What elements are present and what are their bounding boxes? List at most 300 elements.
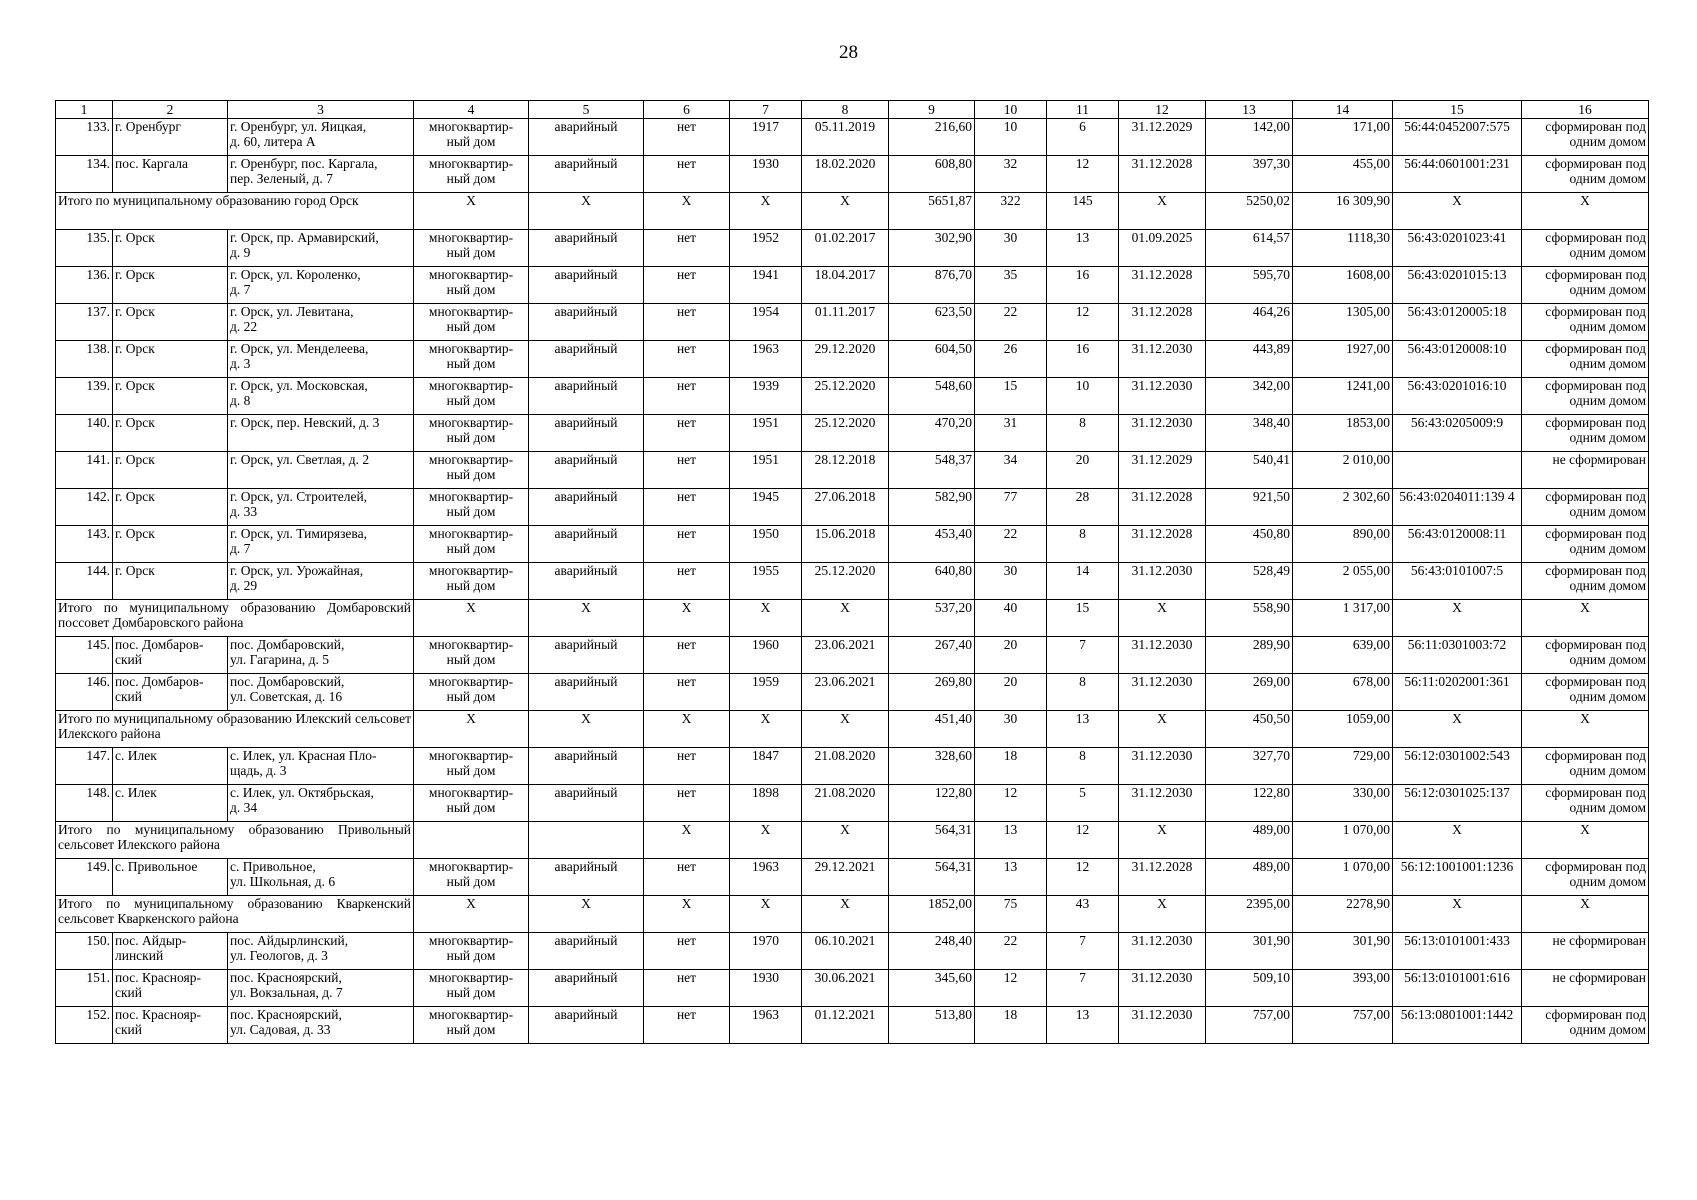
area-13-cell: 348,40	[1206, 415, 1293, 452]
cell-line: одним домом	[1569, 393, 1646, 408]
cell-line: одним домом	[1569, 541, 1646, 556]
area-13-cell: 327,70	[1206, 748, 1293, 785]
building-type-cell	[414, 637, 529, 674]
area-cell: 564,31	[889, 859, 975, 896]
row-number: 137.	[56, 304, 113, 341]
year-cell: 1954	[730, 304, 802, 341]
cell-line: сформирован под	[1545, 341, 1646, 356]
total-deadline: X	[1119, 600, 1206, 637]
cell-line: многоквартир-	[428, 748, 514, 763]
area-14-cell: 1608,00	[1293, 267, 1393, 304]
cell-line: сформирован под	[1545, 674, 1646, 689]
table-row	[56, 230, 1649, 267]
total-label: Итого по муниципальному образованию Кваркенский сельсовет Кваркенского района	[56, 896, 414, 933]
cell-line: ный дом	[446, 1022, 496, 1037]
address-cell	[228, 452, 414, 489]
total-area: 451,40	[889, 711, 975, 748]
cell-line: сформирован под	[1545, 230, 1646, 245]
total-premises: 15	[1047, 600, 1119, 637]
settlement-cell	[113, 378, 228, 415]
area-cell: 328,60	[889, 748, 975, 785]
recognition-date-cell: 01.11.2017	[802, 304, 889, 341]
area-14-cell: 890,00	[1293, 526, 1393, 563]
cell-line: с. Илек	[115, 748, 157, 763]
deadline-cell: 31.12.2028	[1119, 489, 1206, 526]
cell-line: многоквартир-	[428, 637, 514, 652]
cell-line: г. Орск, ул. Светлая, д. 2	[230, 452, 370, 467]
total-residents: 75	[975, 896, 1047, 933]
residents-cell: 32	[975, 156, 1047, 193]
total-label: Итого по муниципальному образованию город Орск	[56, 193, 414, 230]
cell-line: г. Орск, ул. Короленко,	[230, 267, 361, 282]
land-status-cell	[1522, 230, 1649, 267]
area-13-cell: 757,00	[1206, 1007, 1293, 1044]
flag-cell: нет	[644, 415, 730, 452]
cell-line: г. Орск	[115, 304, 155, 319]
cell-line: ул. Садовая, д. 33	[230, 1022, 331, 1037]
cell-line: пос. Домбаров-	[115, 637, 204, 652]
total-cell-c6: X	[644, 600, 730, 637]
area-14-cell: 455,00	[1293, 156, 1393, 193]
status-cell: аварийный	[529, 748, 644, 785]
cell-line: щадь, д. 3	[230, 763, 287, 778]
status-cell: аварийный	[529, 674, 644, 711]
cadastral-number-cell: 56:13:0101001:433	[1393, 933, 1522, 970]
column-number-2: 2	[113, 101, 228, 119]
total-premises: 13	[1047, 711, 1119, 748]
cadastral-number-cell: 56:43:0205009:9	[1393, 415, 1522, 452]
address-cell	[228, 230, 414, 267]
deadline-cell: 31.12.2028	[1119, 156, 1206, 193]
row-number: 140.	[56, 415, 113, 452]
settlement-cell	[113, 230, 228, 267]
cell-line: пос. Домбаров-	[115, 674, 204, 689]
total-land-status: X	[1522, 600, 1649, 637]
column-number-1: 1	[56, 101, 113, 119]
column-number-6: 6	[644, 101, 730, 119]
area-cell: 623,50	[889, 304, 975, 341]
cadastral-number-cell: 56:43:0204011:139 4	[1393, 489, 1522, 526]
premises-cell: 20	[1047, 452, 1119, 489]
cadastral-number-cell: 56:12:0301025:137	[1393, 785, 1522, 822]
cell-line: ный дом	[446, 356, 496, 371]
total-cell-c7: X	[730, 711, 802, 748]
total-row	[56, 711, 1649, 748]
table-row	[56, 267, 1649, 304]
area-14-cell: 1118,30	[1293, 230, 1393, 267]
row-number: 149.	[56, 859, 113, 896]
status-cell: аварийный	[529, 230, 644, 267]
land-status-cell	[1522, 674, 1649, 711]
row-number: 152.	[56, 1007, 113, 1044]
cell-line: одним домом	[1569, 1022, 1646, 1037]
total-cell-c6: X	[644, 896, 730, 933]
total-premises: 12	[1047, 822, 1119, 859]
total-area-14: 1 070,00	[1293, 822, 1393, 859]
year-cell: 1955	[730, 563, 802, 600]
deadline-cell: 31.12.2030	[1119, 933, 1206, 970]
land-status-cell	[1522, 859, 1649, 896]
total-cell-c7: X	[730, 600, 802, 637]
status-cell: аварийный	[529, 637, 644, 674]
flag-cell: нет	[644, 119, 730, 156]
cell-line: многоквартир-	[428, 526, 514, 541]
cadastral-number-cell: 56:11:0202001:361	[1393, 674, 1522, 711]
table-row	[56, 526, 1649, 563]
cell-line: ул. Вокзальная, д. 7	[230, 985, 343, 1000]
cell-line: одним домом	[1569, 245, 1646, 260]
row-number: 134.	[56, 156, 113, 193]
total-area-14: 1 317,00	[1293, 600, 1393, 637]
area-cell: 122,80	[889, 785, 975, 822]
building-type-cell	[414, 674, 529, 711]
cell-line: пос. Домбаровский,	[230, 674, 345, 689]
cadastral-number-cell: 56:13:0101001:616	[1393, 970, 1522, 1007]
premises-cell: 10	[1047, 378, 1119, 415]
building-type-cell	[414, 970, 529, 1007]
row-number: 146.	[56, 674, 113, 711]
area-13-cell: 122,80	[1206, 785, 1293, 822]
residents-cell: 30	[975, 230, 1047, 267]
cell-line: ный дом	[446, 134, 496, 149]
area-14-cell: 2 055,00	[1293, 563, 1393, 600]
area-13-cell: 509,10	[1206, 970, 1293, 1007]
premises-cell: 12	[1047, 156, 1119, 193]
total-cadastral: X	[1393, 193, 1522, 230]
building-type-cell	[414, 119, 529, 156]
recognition-date-cell: 06.10.2021	[802, 933, 889, 970]
cell-line: ул. Школьная, д. 6	[230, 874, 336, 889]
recognition-date-cell: 23.06.2021	[802, 637, 889, 674]
cell-line: ный дом	[446, 467, 496, 482]
area-cell: 345,60	[889, 970, 975, 1007]
row-number: 142.	[56, 489, 113, 526]
column-number-5: 5	[529, 101, 644, 119]
total-cell-c7: X	[730, 896, 802, 933]
total-deadline: X	[1119, 193, 1206, 230]
deadline-cell: 31.12.2028	[1119, 859, 1206, 896]
flag-cell: нет	[644, 452, 730, 489]
cell-line: г. Орск, ул. Урожайная,	[230, 563, 364, 578]
address-cell	[228, 489, 414, 526]
cadastral-number-cell: 56:11:0301003:72	[1393, 637, 1522, 674]
area-13-cell: 528,49	[1206, 563, 1293, 600]
total-area-14: 1059,00	[1293, 711, 1393, 748]
cell-line: пос. Краснояр-	[115, 1007, 201, 1022]
total-cadastral: X	[1393, 822, 1522, 859]
area-14-cell: 1 070,00	[1293, 859, 1393, 896]
land-status-cell	[1522, 785, 1649, 822]
status-cell: аварийный	[529, 378, 644, 415]
cadastral-number-cell: 56:43:0201023:41	[1393, 230, 1522, 267]
cell-line: ский	[115, 1022, 142, 1037]
settlement-cell	[113, 748, 228, 785]
recognition-date-cell: 05.11.2019	[802, 119, 889, 156]
deadline-cell: 31.12.2029	[1119, 452, 1206, 489]
flag-cell: нет	[644, 304, 730, 341]
area-13-cell: 142,00	[1206, 119, 1293, 156]
area-cell: 470,20	[889, 415, 975, 452]
cell-line: д. 34	[230, 800, 258, 815]
residents-cell: 22	[975, 526, 1047, 563]
flag-cell: нет	[644, 563, 730, 600]
status-cell: аварийный	[529, 1007, 644, 1044]
cell-line: д. 3	[230, 356, 251, 371]
deadline-cell: 31.12.2030	[1119, 970, 1206, 1007]
column-number-9: 9	[889, 101, 975, 119]
settlement-cell	[113, 563, 228, 600]
total-cell-c6: X	[644, 193, 730, 230]
table-body	[56, 101, 1649, 1044]
deadline-cell: 01.09.2025	[1119, 230, 1206, 267]
area-14-cell: 1927,00	[1293, 341, 1393, 378]
residents-cell: 77	[975, 489, 1047, 526]
cell-line: г. Орск, ул. Левитана,	[230, 304, 354, 319]
land-status-cell	[1522, 489, 1649, 526]
column-number-16: 16	[1522, 101, 1649, 119]
land-status-cell	[1522, 637, 1649, 674]
address-cell	[228, 970, 414, 1007]
area-13-cell: 269,00	[1206, 674, 1293, 711]
area-cell: 267,40	[889, 637, 975, 674]
table-row	[56, 859, 1649, 896]
total-area: 564,31	[889, 822, 975, 859]
residents-cell: 15	[975, 378, 1047, 415]
table-row	[56, 674, 1649, 711]
table-row	[56, 748, 1649, 785]
cell-line: с. Илек, ул. Красная Пло-	[230, 748, 377, 763]
recognition-date-cell: 18.04.2017	[802, 267, 889, 304]
row-number: 143.	[56, 526, 113, 563]
building-type-cell	[414, 785, 529, 822]
area-cell: 269,80	[889, 674, 975, 711]
cadastral-number-cell	[1393, 452, 1522, 489]
recognition-date-cell: 01.12.2021	[802, 1007, 889, 1044]
deadline-cell: 31.12.2030	[1119, 748, 1206, 785]
area-14-cell: 729,00	[1293, 748, 1393, 785]
residents-cell: 34	[975, 452, 1047, 489]
deadline-cell: 31.12.2028	[1119, 304, 1206, 341]
year-cell: 1963	[730, 341, 802, 378]
cell-line: одним домом	[1569, 652, 1646, 667]
cell-line: пос. Красноярский,	[230, 1007, 342, 1022]
year-cell: 1970	[730, 933, 802, 970]
cell-line: сформирован под	[1545, 489, 1646, 504]
cell-line: многоквартир-	[428, 378, 514, 393]
total-row	[56, 896, 1649, 933]
residents-cell: 12	[975, 970, 1047, 1007]
cell-line: пер. Зеленый, д. 7	[230, 171, 333, 186]
column-number-15: 15	[1393, 101, 1522, 119]
cell-line: сформирован под	[1545, 415, 1646, 430]
deadline-cell: 31.12.2030	[1119, 378, 1206, 415]
land-status-cell	[1522, 304, 1649, 341]
cell-line: г. Орск	[115, 378, 155, 393]
cell-line: не сформирован	[1552, 970, 1646, 985]
cell-line: ный дом	[446, 874, 496, 889]
residents-cell: 13	[975, 859, 1047, 896]
premises-cell: 12	[1047, 304, 1119, 341]
cell-line: г. Орск, ул. Московская,	[230, 378, 368, 393]
land-status-cell	[1522, 563, 1649, 600]
cell-line: д. 29	[230, 578, 258, 593]
total-cell-c5: X	[529, 193, 644, 230]
building-type-cell	[414, 1007, 529, 1044]
building-type-cell	[414, 489, 529, 526]
deadline-cell: 31.12.2030	[1119, 674, 1206, 711]
cell-line: ул. Гагарина, д. 5	[230, 652, 329, 667]
status-cell: аварийный	[529, 785, 644, 822]
recognition-date-cell: 28.12.2018	[802, 452, 889, 489]
address-cell	[228, 674, 414, 711]
deadline-cell: 31.12.2028	[1119, 267, 1206, 304]
area-14-cell: 2 010,00	[1293, 452, 1393, 489]
flag-cell: нет	[644, 785, 730, 822]
area-cell: 548,37	[889, 452, 975, 489]
building-type-cell	[414, 452, 529, 489]
cadastral-number-cell: 56:43:0201015:13	[1393, 267, 1522, 304]
total-cadastral: X	[1393, 600, 1522, 637]
cell-line: г. Орск, пр. Армавирский,	[230, 230, 379, 245]
total-area-14: 2278,90	[1293, 896, 1393, 933]
cell-line: сформирован под	[1545, 267, 1646, 282]
column-number-12: 12	[1119, 101, 1206, 119]
address-cell	[228, 933, 414, 970]
total-cell-c4: X	[414, 896, 529, 933]
address-cell	[228, 785, 414, 822]
table-row	[56, 378, 1649, 415]
year-cell: 1930	[730, 156, 802, 193]
settlement-cell	[113, 119, 228, 156]
cell-line: ный дом	[446, 800, 496, 815]
recognition-date-cell: 29.12.2021	[802, 859, 889, 896]
cadastral-number-cell: 56:12:0301002:543	[1393, 748, 1522, 785]
housing-table	[55, 100, 1649, 1044]
column-number-13: 13	[1206, 101, 1293, 119]
area-cell: 302,90	[889, 230, 975, 267]
area-13-cell: 342,00	[1206, 378, 1293, 415]
area-13-cell: 450,80	[1206, 526, 1293, 563]
settlement-cell	[113, 637, 228, 674]
residents-cell: 31	[975, 415, 1047, 452]
cell-line: многоквартир-	[428, 970, 514, 985]
total-cell-c5	[529, 822, 644, 859]
residents-cell: 20	[975, 674, 1047, 711]
residents-cell: 26	[975, 341, 1047, 378]
row-number: 141.	[56, 452, 113, 489]
residents-cell: 10	[975, 119, 1047, 156]
cell-line: не сформирован	[1552, 452, 1646, 467]
cell-line: с. Привольное,	[230, 859, 316, 874]
total-label: Итого по муниципальному образованию Привольный сельсовет Илекского района	[56, 822, 414, 859]
cell-line: одним домом	[1569, 430, 1646, 445]
building-type-cell	[414, 267, 529, 304]
table-row	[56, 1007, 1649, 1044]
residents-cell: 20	[975, 637, 1047, 674]
land-status-cell	[1522, 526, 1649, 563]
residents-cell: 35	[975, 267, 1047, 304]
table-row	[56, 341, 1649, 378]
cell-line: одним домом	[1569, 282, 1646, 297]
total-residents: 30	[975, 711, 1047, 748]
cell-line: с. Привольное	[115, 859, 198, 874]
cell-line: ный дом	[446, 430, 496, 445]
cell-line: многоквартир-	[428, 230, 514, 245]
table-row	[56, 563, 1649, 600]
total-row	[56, 193, 1649, 230]
total-deadline: X	[1119, 711, 1206, 748]
table-row	[56, 933, 1649, 970]
cell-line: многоквартир-	[428, 452, 514, 467]
building-type-cell	[414, 378, 529, 415]
flag-cell: нет	[644, 674, 730, 711]
cell-line: многоквартир-	[428, 415, 514, 430]
recognition-date-cell: 25.12.2020	[802, 378, 889, 415]
address-cell	[228, 526, 414, 563]
cell-line: многоквартир-	[428, 785, 514, 800]
cell-line: пос. Краснояр-	[115, 970, 201, 985]
page-number: 28	[839, 42, 858, 63]
total-cadastral: X	[1393, 896, 1522, 933]
premises-cell: 13	[1047, 230, 1119, 267]
cell-line: г. Орск, пер. Невский, д. 3	[230, 415, 380, 430]
deadline-cell: 31.12.2030	[1119, 563, 1206, 600]
row-number: 139.	[56, 378, 113, 415]
status-cell: аварийный	[529, 563, 644, 600]
cell-line: д. 22	[230, 319, 258, 334]
status-cell: аварийный	[529, 933, 644, 970]
recognition-date-cell: 01.02.2017	[802, 230, 889, 267]
cell-line: сформирован под	[1545, 637, 1646, 652]
cell-line: многоквартир-	[428, 119, 514, 134]
settlement-cell	[113, 304, 228, 341]
total-cell-c4: X	[414, 600, 529, 637]
total-land-status: X	[1522, 822, 1649, 859]
flag-cell: нет	[644, 637, 730, 674]
recognition-date-cell: 15.06.2018	[802, 526, 889, 563]
cell-line: д. 60, литера А	[230, 134, 316, 149]
cell-line: г. Оренбург, пос. Каргала,	[230, 156, 378, 171]
cell-line: ный дом	[446, 948, 496, 963]
cell-line: с. Илек, ул. Октябрьская,	[230, 785, 374, 800]
status-cell: аварийный	[529, 970, 644, 1007]
address-cell	[228, 415, 414, 452]
address-cell	[228, 748, 414, 785]
table-row	[56, 637, 1649, 674]
cell-line: одним домом	[1569, 800, 1646, 815]
area-14-cell: 1853,00	[1293, 415, 1393, 452]
settlement-cell	[113, 267, 228, 304]
column-number-10: 10	[975, 101, 1047, 119]
recognition-date-cell: 18.02.2020	[802, 156, 889, 193]
status-cell: аварийный	[529, 341, 644, 378]
cell-line: г. Орск, ул. Менделеева,	[230, 341, 369, 356]
premises-cell: 14	[1047, 563, 1119, 600]
area-13-cell: 397,30	[1206, 156, 1293, 193]
cell-line: с. Илек	[115, 785, 157, 800]
cell-line: многоквартир-	[428, 156, 514, 171]
area-14-cell: 1305,00	[1293, 304, 1393, 341]
cell-line: ный дом	[446, 689, 496, 704]
area-13-cell: 540,41	[1206, 452, 1293, 489]
cell-line: сформирован под	[1545, 1007, 1646, 1022]
status-cell: аварийный	[529, 415, 644, 452]
settlement-cell	[113, 674, 228, 711]
land-status-cell	[1522, 452, 1649, 489]
building-type-cell	[414, 341, 529, 378]
cell-line: д. 33	[230, 504, 258, 519]
year-cell: 1960	[730, 637, 802, 674]
